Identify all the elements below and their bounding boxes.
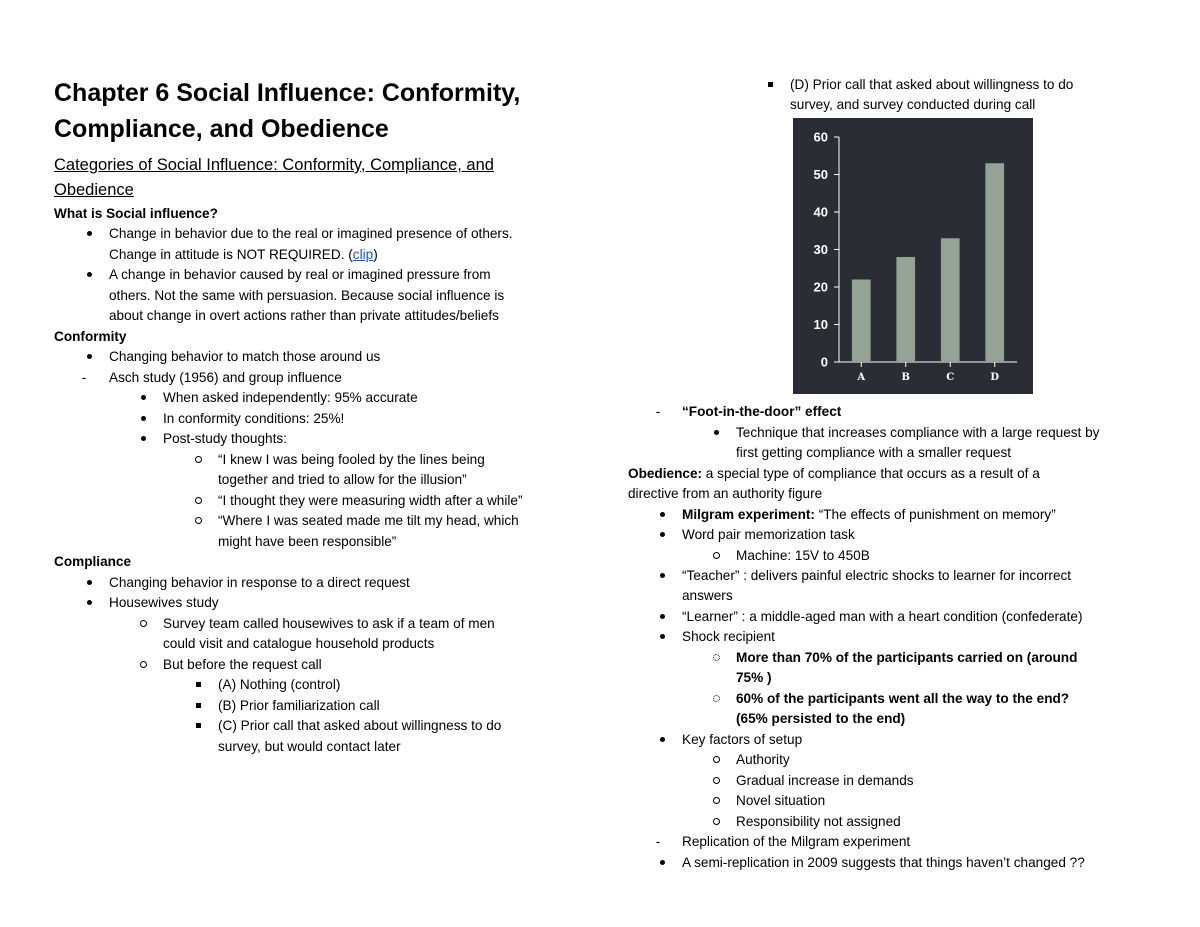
list-item: Changing behavior to match those around us bbox=[109, 349, 381, 364]
bullet-icon bbox=[79, 265, 99, 285]
y-tick-label: 50 bbox=[813, 167, 828, 182]
obedience-label: Obedience: bbox=[628, 466, 703, 481]
bullet-icon bbox=[652, 607, 672, 627]
bullet-icon bbox=[79, 347, 99, 367]
bar-D bbox=[985, 163, 1004, 362]
y-tick-label: 20 bbox=[813, 279, 828, 295]
circle-bullet-icon bbox=[188, 450, 208, 470]
list-item: When asked independently: 95% accurate bbox=[163, 390, 418, 405]
clip-link[interactable]: clip bbox=[352, 247, 374, 262]
y-tick-label: 60 bbox=[813, 129, 828, 145]
y-tick-label: 0 bbox=[820, 354, 828, 370]
list-item: A semi-replication in 2009 suggests that things haven’t changed ?? bbox=[682, 855, 1085, 870]
x-tick-label: C bbox=[946, 372, 955, 383]
section-subtitle-line2: Obedience bbox=[54, 181, 134, 199]
circle-bullet-icon bbox=[706, 812, 726, 832]
list-item: Changing behavior in response to a direct request bbox=[109, 575, 410, 590]
list-item: But before the request call bbox=[163, 657, 322, 672]
circle-bullet-icon bbox=[133, 614, 153, 634]
list-item-continuation: (65% persisted to the end) bbox=[736, 711, 906, 726]
list-item: Technique that increases compliance with a large request by bbox=[736, 425, 1100, 440]
list-item: Machine: 15V to 450B bbox=[736, 548, 870, 563]
dash-icon bbox=[74, 368, 94, 388]
obedience-definition-continuation: directive from an authority figure bbox=[628, 486, 823, 501]
dash-icon bbox=[648, 402, 668, 422]
circle-bullet-icon bbox=[188, 511, 208, 531]
list-item bbox=[682, 505, 1056, 525]
x-tick-label: D bbox=[990, 372, 1000, 383]
list-item: Shock recipient bbox=[682, 629, 775, 644]
list-item: Replication of the Milgram experiment bbox=[682, 834, 911, 849]
list-item: Key factors of setup bbox=[682, 732, 803, 747]
bullet-icon bbox=[652, 853, 672, 873]
bullet-icon bbox=[652, 505, 672, 525]
text: Change in attitude is NOT REQUIRED. ( bbox=[109, 247, 353, 262]
list-item: (D) Prior call that asked about willingness to do bbox=[790, 77, 1074, 92]
list-item-continuation: might have been responsible” bbox=[218, 534, 397, 549]
list-item: (B) Prior familiarization call bbox=[218, 698, 380, 713]
list-item: Novel situation bbox=[736, 793, 826, 808]
square-bullet-icon bbox=[188, 716, 208, 736]
list-item-continuation bbox=[109, 245, 378, 265]
bullet-icon bbox=[79, 573, 99, 593]
bar-A bbox=[852, 280, 871, 363]
list-item-continuation: could visit and catalogue household products bbox=[163, 636, 435, 651]
list-item: “Foot-in-the-door” effect bbox=[682, 404, 842, 419]
circle-bullet-icon bbox=[188, 491, 208, 511]
bullet-icon bbox=[79, 593, 99, 613]
bullet-icon bbox=[652, 627, 672, 647]
list-item-continuation: 75% ) bbox=[736, 670, 772, 685]
list-item-continuation: first getting compliance with a smaller request bbox=[736, 445, 1012, 460]
y-tick-label: 10 bbox=[813, 317, 828, 332]
obedience-definition bbox=[628, 464, 1040, 484]
list-item-continuation: survey, and survey conducted during call bbox=[790, 97, 1036, 112]
list-item: Responsibility not assigned bbox=[736, 814, 901, 829]
y-tick-label: 40 bbox=[813, 204, 828, 220]
dash-icon bbox=[648, 832, 668, 852]
heading-what-is-social-influence: What is Social influence? bbox=[54, 206, 218, 221]
heading-conformity: Conformity bbox=[54, 329, 127, 344]
bullet-icon bbox=[652, 566, 672, 586]
circle-bullet-icon bbox=[706, 689, 726, 709]
bullet-icon bbox=[652, 730, 672, 750]
circle-bullet-icon bbox=[706, 791, 726, 811]
bar-B bbox=[896, 257, 915, 362]
list-item: “Teacher” : delivers painful electric shocks to learner for incorrect bbox=[682, 568, 1072, 583]
list-item: A change in behavior caused by real or imagined pressure from bbox=[109, 267, 491, 282]
square-bullet-icon bbox=[760, 75, 780, 95]
list-item-continuation: others. Not the same with persuasion. Because social influence is bbox=[109, 288, 505, 303]
bar-C bbox=[941, 238, 960, 362]
list-item: Survey team called housewives to ask if a team of men bbox=[163, 616, 495, 631]
list-item: Word pair memorization task bbox=[682, 527, 855, 542]
circle-bullet-icon bbox=[706, 648, 726, 668]
list-item: Housewives study bbox=[109, 595, 219, 610]
list-item-continuation: about change in overt actions rather than private attitudes/beliefs bbox=[109, 308, 499, 323]
circle-bullet-icon bbox=[706, 750, 726, 770]
list-item-continuation: survey, but would contact later bbox=[218, 739, 401, 754]
list-item: 60% of the participants went all the way to the end? bbox=[736, 691, 1070, 706]
page-title-line2: Compliance, and Obedience bbox=[54, 115, 389, 143]
y-tick-label: 30 bbox=[813, 242, 828, 257]
list-item: “I thought they were measuring width after a while” bbox=[218, 493, 523, 508]
bar-chart-svg bbox=[793, 118, 1033, 394]
list-item: Gradual increase in demands bbox=[736, 773, 914, 788]
bar-chart bbox=[793, 118, 1033, 394]
list-item: Authority bbox=[736, 752, 790, 767]
circle-bullet-icon bbox=[133, 655, 153, 675]
x-tick-label: A bbox=[857, 372, 866, 383]
circle-bullet-icon bbox=[706, 771, 726, 791]
square-bullet-icon bbox=[188, 675, 208, 695]
list-item: Post-study thoughts: bbox=[163, 431, 287, 446]
bullet-icon bbox=[652, 525, 672, 545]
list-item: More than 70% of the participants carried on (around bbox=[736, 650, 1078, 665]
page-title-line1: Chapter 6 Social Influence: Conformity, bbox=[54, 79, 521, 107]
bullet-icon bbox=[133, 388, 153, 408]
circle-bullet-icon bbox=[706, 546, 726, 566]
list-item: In conformity conditions: 25%! bbox=[163, 411, 345, 426]
list-item-continuation: answers bbox=[682, 588, 733, 603]
x-tick-label: B bbox=[901, 372, 910, 383]
bullet-icon bbox=[133, 409, 153, 429]
list-item: (A) Nothing (control) bbox=[218, 677, 341, 692]
bullet-icon bbox=[133, 429, 153, 449]
list-item: (C) Prior call that asked about willingness to do bbox=[218, 718, 502, 733]
bullet-icon bbox=[79, 224, 99, 244]
list-item: “I knew I was being fooled by the lines being bbox=[218, 452, 485, 467]
text: “The effects of punishment on memory” bbox=[814, 507, 1056, 522]
text: ) bbox=[373, 247, 378, 262]
text: a special type of compliance that occurs as a result of a bbox=[702, 466, 1040, 481]
list-item: Asch study (1956) and group influence bbox=[109, 370, 342, 385]
list-item-continuation: together and tried to allow for the illusion” bbox=[218, 472, 467, 487]
list-item: Change in behavior due to the real or imagined presence of others. bbox=[109, 226, 513, 241]
heading-compliance: Compliance bbox=[54, 554, 132, 569]
bullet-icon bbox=[706, 423, 726, 443]
section-subtitle-line1: Categories of Social Influence: Conformity, Compliance, and bbox=[54, 156, 494, 174]
milgram-label: Milgram experiment: bbox=[682, 507, 815, 522]
list-item: “Where I was seated made me tilt my head, which bbox=[218, 513, 519, 528]
list-item: “Learner” : a middle-aged man with a heart condition (confederate) bbox=[682, 609, 1083, 624]
square-bullet-icon bbox=[188, 696, 208, 716]
